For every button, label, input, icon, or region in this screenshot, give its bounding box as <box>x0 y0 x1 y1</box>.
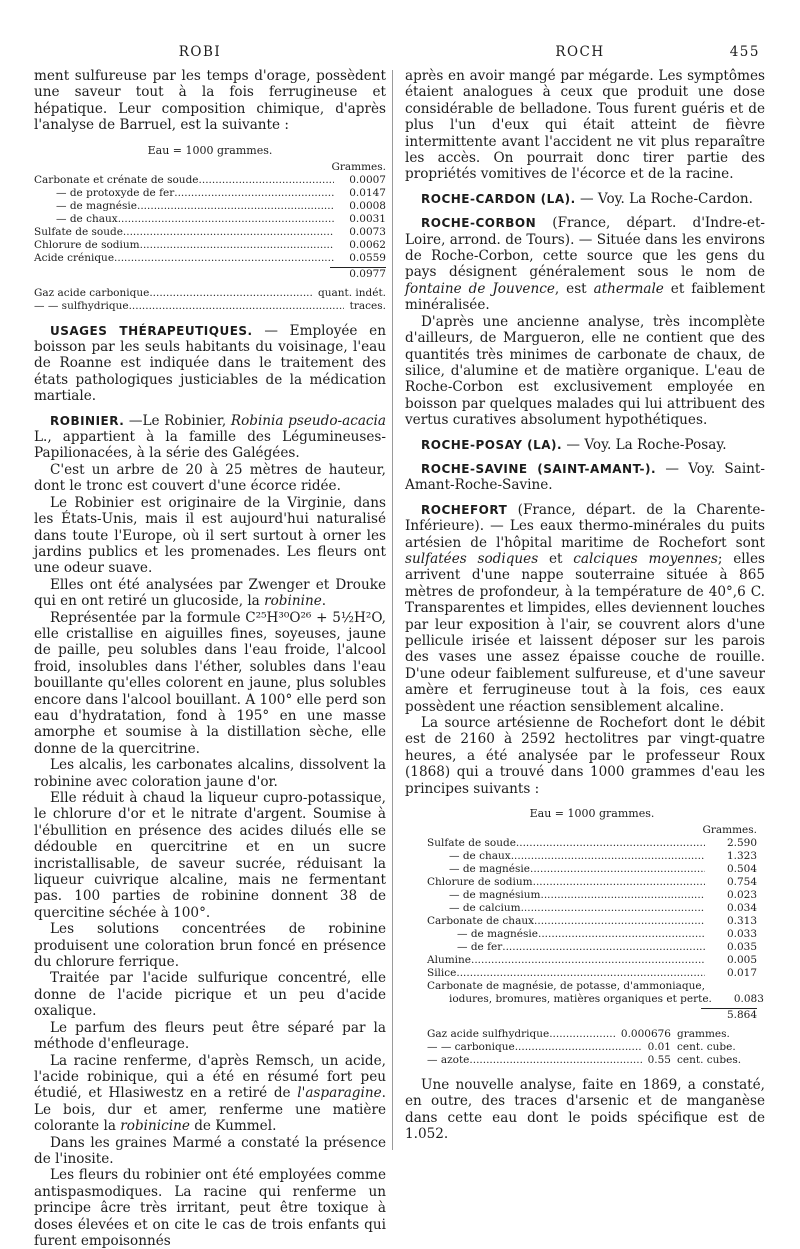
row-value: 0.0559 <box>349 251 386 264</box>
row-label: Sulfate de soude <box>427 837 516 850</box>
leader-dots <box>549 1028 615 1041</box>
row-value: 0.0073 <box>349 225 386 238</box>
table-caption: Eau = 1000 grammes. <box>529 807 655 821</box>
paragraph: Le Robinier est originaire de la Virginie, dans les États-Unis, mais il est aujourd'hui naturalisé dans toute l'Europe, où il sert surtout à orner les jardins publics et les promenades. Les fleurs ont une odeur suave. <box>34 494 386 577</box>
table-row <box>427 837 757 850</box>
row-label: Chlorure de sodium <box>427 876 533 889</box>
row-value: 0.0008 <box>349 199 386 212</box>
table-row: iodures, bromures, matières organiques et perte. 0.083 <box>449 993 764 1006</box>
entry-keyword: ROCHE-CORBON <box>421 216 537 231</box>
paragraph: Elles ont été analysées par Zwenger et Drouke qui en ont retiré un glucoside, la robinine. <box>34 576 386 610</box>
entry-roche-cardon: ROCHE-CARDON (LA). — Voy. La Roche-Cardon. <box>421 190 754 207</box>
running-head-left: ROBI <box>178 44 222 60</box>
row-label: — de chaux <box>56 212 118 225</box>
entry-keyword: ROCHE-POSAY (LA). <box>421 437 563 452</box>
row-label: — de magnésie <box>457 928 538 941</box>
table-row <box>427 889 757 902</box>
column-divider <box>392 70 393 1150</box>
leader-dots <box>114 252 334 265</box>
table-row <box>427 902 757 915</box>
page-number: 455 <box>729 44 760 60</box>
leader-dots <box>140 239 334 252</box>
row-value: 0.017 <box>726 967 757 980</box>
leader-dots <box>538 928 705 941</box>
left-column <box>34 68 386 1249</box>
row-value: 0.01 <box>647 1041 671 1054</box>
table-row <box>427 928 757 941</box>
table-row <box>34 252 386 265</box>
paragraph: USAGES THÉRAPEUTIQUES. — Employée en boisson par les seuls habitants du voisinage, l'eau de Roanne est indiquée dans le traitement des états pathologiques justiciables de la médication martiale. <box>34 322 386 405</box>
table-row <box>34 287 386 300</box>
leader-dots <box>129 300 344 313</box>
table-row <box>427 1054 757 1067</box>
row-label: Sulfate de soude <box>34 225 123 238</box>
row-value: 0.0007 <box>349 173 386 186</box>
row-label: — de fer <box>457 941 503 954</box>
row-value: 0.000676 <box>620 1028 671 1041</box>
table-row <box>34 174 386 187</box>
entry-keyword: USAGES THÉRAPEUTIQUES. <box>50 323 253 338</box>
leader-dots <box>521 902 705 915</box>
leader-dots <box>530 863 705 876</box>
row-label: Carbonate et crénate de soude <box>34 173 199 186</box>
row-value: 0.504 <box>726 863 757 876</box>
row-label: Alumine <box>427 954 471 967</box>
table-unit: Grammes. <box>331 160 386 173</box>
row-value: 0.0147 <box>349 186 386 199</box>
paragraph: Une nouvelle analyse, faite en 1869, a constaté, en outre, des traces d'arsenic et de manganèse dans cette eau dont le poids spécifique est de 1.052. <box>405 1077 765 1143</box>
row-value: 0.005 <box>726 954 757 967</box>
table-row <box>34 226 386 239</box>
row-value: 0.754 <box>726 876 757 889</box>
entry-keyword: ROCHE-SAVINE (SAINT-AMANT-). <box>421 461 657 476</box>
row-label: Silice <box>427 967 457 980</box>
row-unit: cent. cube. <box>677 1041 736 1054</box>
table-total <box>34 268 386 281</box>
table-row <box>427 876 757 889</box>
table-unit: Grammes. <box>702 824 757 837</box>
table-total <box>427 1009 757 1022</box>
row-label: — de magnésie <box>449 863 530 876</box>
row-value: 0.0062 <box>349 238 386 251</box>
paragraph: Traitée par l'acide sulfurique concentré, elle donne de l'acide picrique et un peu d'acide oxalique. <box>34 970 386 1020</box>
leader-dots <box>541 889 706 902</box>
row-label: — — sulfhydrique <box>34 299 129 312</box>
entry-robinier: ROBINIER. —Le Robinier, Robinia pseudo-acacia L., appartient à la famille des Légumineuses-Papilionacées, à la série des Galégées. <box>34 412 386 462</box>
row-value: 0.313 <box>726 915 757 928</box>
row-label: Carbonate de chaux <box>427 915 535 928</box>
row-value: quant. indét. <box>317 286 386 299</box>
row-value: 2.590 <box>726 837 757 850</box>
leader-dots <box>515 1041 642 1054</box>
row-label: Acide crénique <box>34 251 115 264</box>
row-value: traces. <box>349 299 386 312</box>
row-value: 1.323 <box>726 850 757 863</box>
leader-dots <box>123 226 334 239</box>
leader-dots <box>533 876 705 889</box>
leader-dots <box>511 850 705 863</box>
table-row <box>427 941 757 954</box>
table-row <box>427 915 757 928</box>
paragraph: Elle réduit à chaud la liqueur cupro-potassique, le chlorure d'or et le nitrate d'argent. Soumise à l'ébullition en présence des acides dilués elle se dédouble en quercitrine et en un sucre incristallisable, de saveur sucrée, réduisant la liqueur cuivrique alcaline, mais ne fermentant pas. 100 parties de robinine donnent 38 de quercitine séchée à 100°. <box>34 790 386 921</box>
entry-roche-corbon: ROCHE-CORBON (France, départ. d'Indre-et-Loire, arrond. de Tours). — Située dans les environs de Roche-Corbon, cette source que les gens du pays désignent généralement sous le nom de fontaine de Jouvence, est athermale et faiblement minéralisée. <box>405 215 765 314</box>
paragraph: Représentée par la formule C²⁵H³⁰O²⁶ + 5½H²O, elle cristallise en aiguilles fines, soyeuses, jaune de paille, peu solubles dans l'eau froide, l'alcool froid, insolubles dans l'éther, solubles dans l'eau bouillante qu'elles colorent en jaune, plus solubles encore dans l'alcool bouillant. A 100° elle perd son eau d'hydratation, fond à 195° en une masse amorphe et soumise à la distillation sèche, elle donne de la quercitrine. <box>34 609 386 757</box>
table-row <box>427 863 757 876</box>
row-value: 0.023 <box>726 889 757 902</box>
table-row <box>427 967 757 980</box>
leader-dots <box>199 174 334 187</box>
table-row <box>34 187 386 200</box>
row-label: — azote <box>427 1054 470 1067</box>
row-label: — de chaux <box>449 850 511 863</box>
total-value: 0.0977 <box>349 267 386 280</box>
paragraph: Les solutions concentrées de robinine produisent une coloration brun foncé en présence du chlorure ferrique. <box>34 921 386 971</box>
table-row <box>34 200 386 213</box>
table-row <box>34 300 386 313</box>
leader-dots <box>174 187 334 200</box>
paragraph: Les alcalis, les carbonates alcalins, dissolvent la robinine avec coloration jaune d'or. <box>34 757 386 790</box>
row-label: — de magnésie <box>56 199 137 212</box>
row-unit: cent. cubes. <box>677 1054 742 1067</box>
leader-dots <box>137 200 334 213</box>
table-caption: Eau = 1000 grammes. <box>147 143 273 157</box>
table-row: Carbonate de magnésie, de potasse, d'ammoniaque, <box>427 980 705 993</box>
leader-dots <box>516 837 705 850</box>
entry-keyword: ROCHE-CARDON (LA). <box>421 191 576 206</box>
row-unit: grammes. <box>677 1028 730 1041</box>
entry-keyword: ROCHEFORT <box>421 502 508 517</box>
paragraph: Dans les graines Marmé a constaté la présence de l'inosite. <box>34 1134 386 1167</box>
table-row <box>427 1041 757 1054</box>
analysis-table-roanne <box>34 144 386 313</box>
leader-dots <box>471 954 705 967</box>
row-label: — de magnésium <box>449 889 541 902</box>
row-label: — — carbonique <box>427 1041 515 1054</box>
table-row <box>427 1028 757 1041</box>
paragraph: Le parfum des fleurs peut être séparé par la méthode d'enfleurage. <box>34 1019 386 1053</box>
row-label: — de protoxyde de fer <box>56 186 175 199</box>
paragraph: après en avoir mangé par mégarde. Les symptômes étaient analogues à ceux que produit une dose considérable de belladone. Tous furent guéris et de plus l'un d'eux qui était atteint de fièvre intermittente avant l'accident ne vit plus reparaître les accès. On pourrait donc tirer partie des propriétés vomitives de l'écorce et de la racine. <box>405 68 765 183</box>
running-head-right: ROCH <box>555 44 605 60</box>
total-value: 5.864 <box>726 1009 757 1022</box>
table-row <box>427 954 757 967</box>
row-value: 0.035 <box>726 941 757 954</box>
row-label: Gaz acide carbonique <box>34 286 150 299</box>
right-column <box>405 68 765 1143</box>
paragraph: D'après une ancienne analyse, très incomplète d'ailleurs, de Margueron, elle ne contient que des quantités très minimes de carbonate de chaux, de silice, d'alumine et de matière organique. L'eau de Roche-Corbon est exclusivement employée en boisson par quelques malades qui lui attribuent des vertus curatives absolument hypothétiques. <box>405 313 765 429</box>
leader-dots <box>149 287 312 300</box>
row-label: Chlorure de sodium <box>34 238 140 251</box>
paragraph: ment sulfureuse par les temps d'orage, possèdent une saveur tout à la fois ferrugineuse et hépatique. Leur composition chimique, d'après l'analyse de Barruel, est la suivante : <box>34 68 386 134</box>
leader-dots <box>118 213 334 226</box>
row-value: 0.034 <box>726 902 757 915</box>
entry-roche-savine: ROCHE-SAVINE (SAINT-AMANT-). — Voy. Saint-Amant-Roche-Savine. <box>405 460 765 494</box>
paragraph: La source artésienne de Rochefort dont le débit est de 2160 à 2592 hectolitres par vingt-quatre heures, a été analysée par le professeur Roux (1868) qui a trouvé dans 1000 grammes d'eau les principes suivants : <box>405 715 765 797</box>
paragraph: Les fleurs du robinier ont été employées comme antispasmodiques. La racine qui renferme un principe âcre très irritant, peut être toxique à doses élevées et on cite le cas de trois enfants qui furent empoisonnés <box>34 1167 386 1249</box>
leader-dots <box>534 915 705 928</box>
table-row <box>34 213 386 226</box>
entry-rochefort: ROCHEFORT (France, départ. de la Charente-Inférieure). — Les eaux thermo-minérales du puits artésien de l'hôpital maritime de Rochefort sont sulfatées sodiques et calciques moyennes; elles arrivent d'une nappe souterraine située à 865 mètres de profondeur, à la température de 40°,6 C. Transparentes et limpides, elles deviennent louches par leur exposition à l'air, se couvrent alors d'une pellicule irisée et laissent déposer sur les parois des vases une assez épaisse couche de rouille. D'une odeur faiblement sulfureuse, et d'une saveur amère et ferrugineuse tout à la fois, ces eaux possèdent une réaction sensiblement alcaline. <box>405 501 765 715</box>
table-row <box>34 239 386 252</box>
row-label: Gaz acide sulfhydrique <box>427 1028 550 1041</box>
row-label: — de calcium <box>449 902 521 915</box>
paragraph: La racine renferme, d'après Remsch, un acide, l'acide robinique, qui a été en résumé fort peu étudié, et Hlasiwestz en a retiré de l'asparagine. Le bois, dur et amer, renferme une matière colorante la robinicine de Kummel. <box>34 1052 386 1135</box>
leader-dots <box>469 1054 641 1067</box>
analysis-table-rochefort <box>427 807 764 1067</box>
row-value: 0.55 <box>647 1054 671 1067</box>
row-value: 0.033 <box>726 928 757 941</box>
leader-dots <box>502 941 705 954</box>
paragraph: C'est un arbre de 20 à 25 mètres de hauteur, dont le tronc est couvert d'une écorce ridée. <box>34 461 386 495</box>
leader-dots <box>456 967 705 980</box>
entry-keyword: ROBINIER. <box>50 413 125 428</box>
table-row <box>427 850 757 863</box>
entry-roche-posay: ROCHE-POSAY (LA). — Voy. La Roche-Posay. <box>421 436 727 453</box>
row-value: 0.0031 <box>349 212 386 225</box>
